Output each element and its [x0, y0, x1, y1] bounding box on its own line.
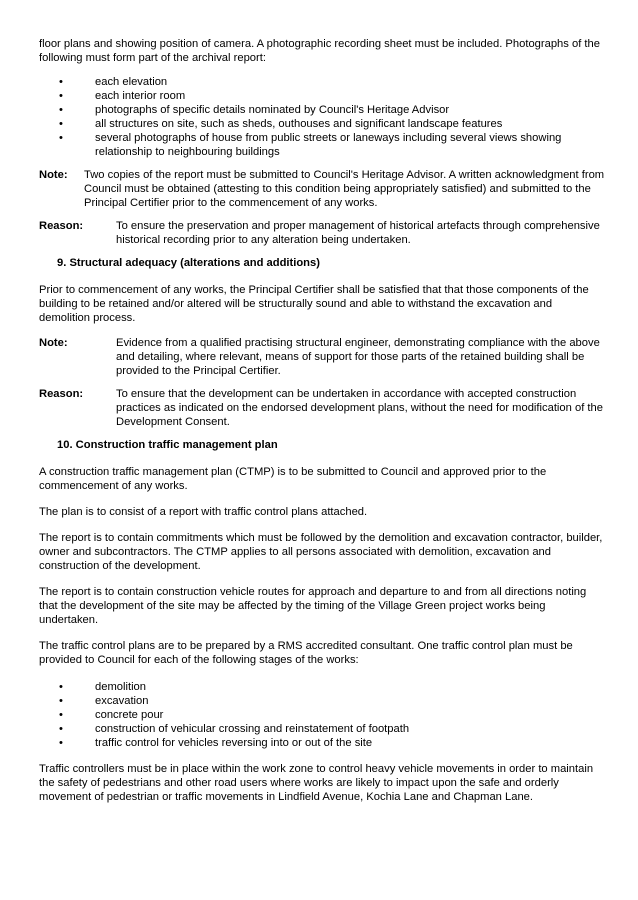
ctmp-paragraph: A construction traffic management plan (CTMP) is to be submitted to Council and approved prior to the commencement of any works. — [39, 466, 547, 492]
list-item: • excavation — [59, 694, 605, 708]
reason-structural — [39, 387, 605, 429]
list-item: • construction of vehicular crossing and reinstatement of footpath — [59, 722, 605, 736]
reason-label: Reason: — [39, 388, 84, 400]
reason-heritage — [39, 219, 605, 247]
reason-text: To ensure the preservation and proper management of historical artefacts through comprehensive historical recording prior to any alteration being undertaken. — [116, 220, 600, 246]
note-structural — [39, 336, 605, 378]
list-item: • photographs of specific details nominated by Council's Heritage Advisor — [59, 103, 605, 117]
note-label: Note: — [39, 337, 68, 349]
photograph-list — [39, 75, 605, 159]
plan-paragraph: The plan is to consist of a report with traffic control plans attached. — [39, 506, 368, 518]
heading-structural-adequacy: 9. Structural adequacy (alterations and additions) — [57, 257, 320, 269]
list-item: • concrete pour — [59, 708, 605, 722]
list-item: • demolition — [59, 680, 605, 694]
vehicle-routes-paragraph: The report is to contain construction vehicle routes for approach and departure to and from all directions noting that the development of the site may be affected by the timing of the Village Green project works being undertaken. — [39, 586, 587, 626]
list-item: • each interior room — [59, 89, 605, 103]
reason-text: To ensure that the development can be undertaken in accordance with accepted construction practices as indicated on the endorsed development plans, without the need for modification of the Development Consent. — [116, 388, 603, 428]
note-text: Evidence from a qualified practising structural engineer, demonstrating compliance with the above and detailing, where relevant, means of support for those parts of the retained building shall be provided to the Principal Certifier. — [116, 337, 600, 377]
traffic-controllers-paragraph: Traffic controllers must be in place within the work zone to control heavy vehicle movements in order to maintain the safety of pedestrians and other road users where works are likely to impact upon the safe and orderly movement of pedestrian or traffic movements in Lindfield Avenue, Kochia Lane and Chapman Lane. — [39, 763, 594, 803]
note-heritage — [39, 168, 605, 210]
list-item: • traffic control for vehicles reversing into or out of the site — [59, 736, 605, 750]
structural-paragraph: Prior to commencement of any works, the Principal Certifier shall be satisfied that that those components of the building to be retained and/or altered will be structurally sound and able to withstand the excavation and demolition process. — [39, 284, 589, 324]
intro-paragraph: floor plans and showing position of camera. A photographic recording sheet must be included. Photographs of the following must form part of the archival report: — [39, 38, 600, 64]
note-label: Note: — [39, 169, 68, 181]
reason-label: Reason: — [39, 220, 84, 232]
list-item: • all structures on site, such as sheds, outhouses and significant landscape features — [59, 117, 605, 131]
control-plans-paragraph: The traffic control plans are to be prepared by a RMS accredited consultant. One traffic control plan must be provided to Council for each of the following stages of the works: — [39, 640, 573, 666]
heading-traffic-plan: 10. Construction traffic management plan — [57, 439, 278, 451]
report-commitments-paragraph: The report is to contain commitments which must be followed by the demolition and excavation contractor, builder, owner and subcontractors. The CTMP applies to all persons associated with demolition, excavation and construction of the development. — [39, 532, 603, 572]
list-item: • each elevation — [59, 75, 605, 89]
document-page — [39, 37, 605, 804]
note-text: Two copies of the report must be submitted to Council's Heritage Advisor. A written acknowledgment from Council must be obtained (attesting to this condition being appropriately satisfied) and submitted to the Principal Certifier prior to the commencement of any works. — [84, 169, 605, 209]
works-stages-list — [39, 680, 605, 750]
list-item: • several photographs of house from public streets or laneways including several views showing relationship to neighbouring buildings — [59, 131, 605, 159]
